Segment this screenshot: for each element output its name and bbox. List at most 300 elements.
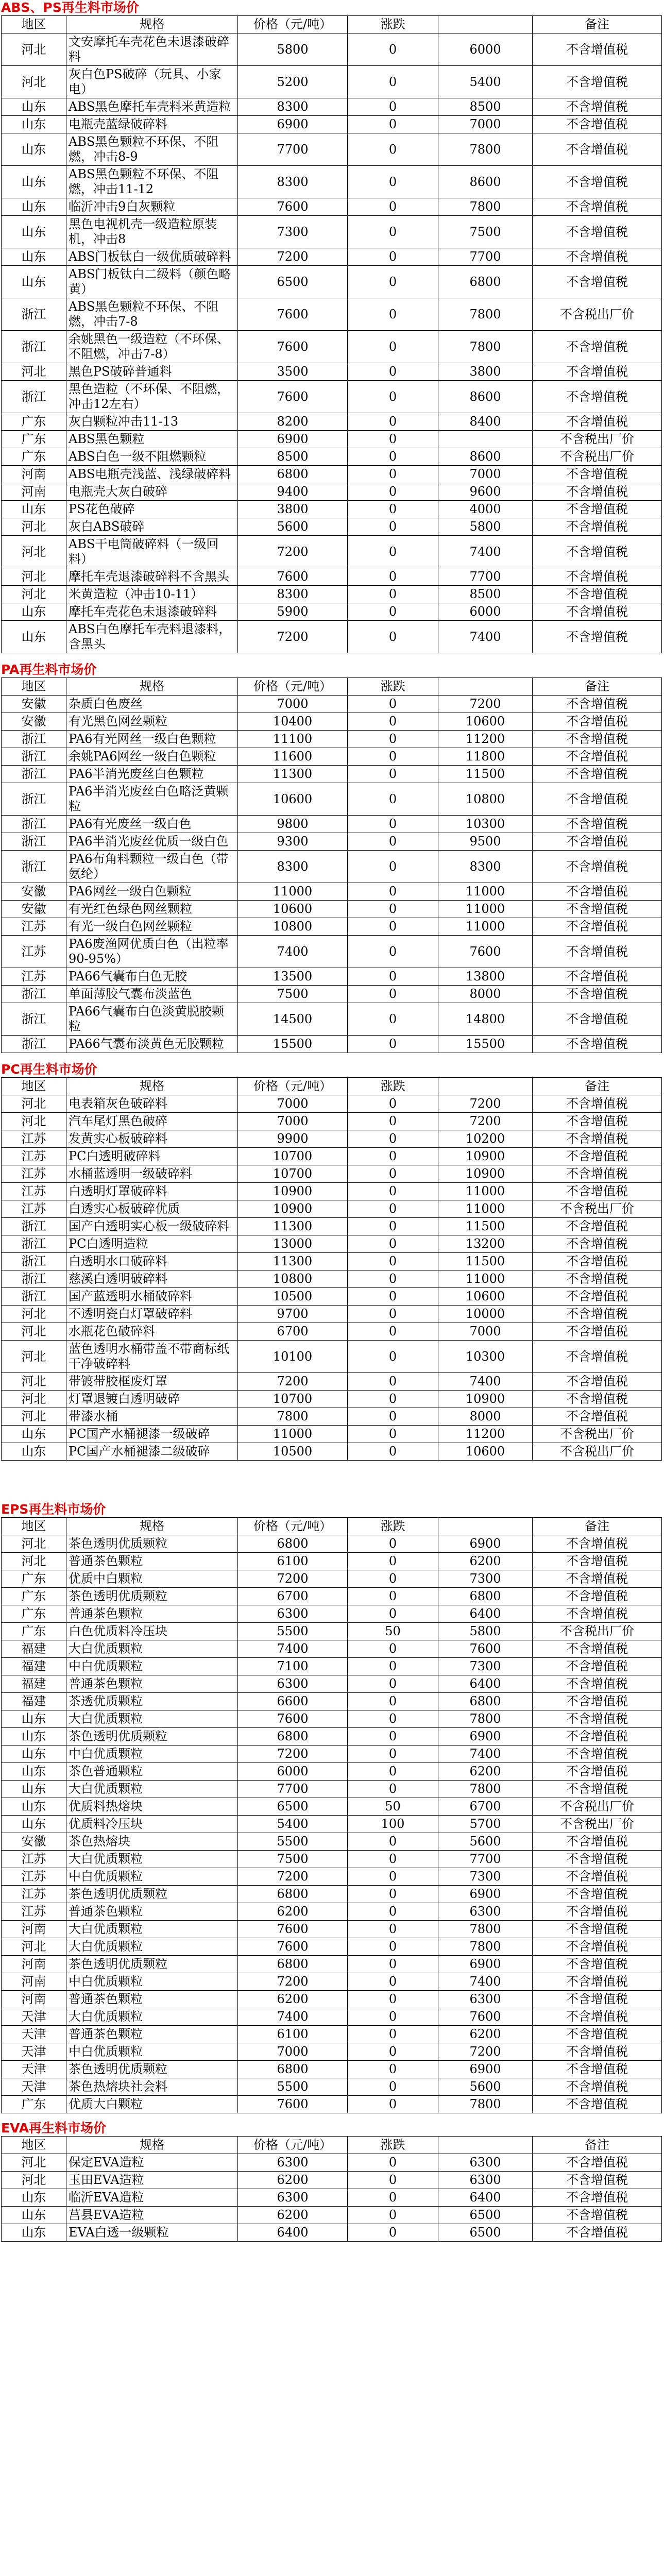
table-cell: 7700 xyxy=(238,1781,348,1798)
table-cell: 河北 xyxy=(2,363,66,381)
column-header: 涨跌 xyxy=(348,16,438,33)
table-cell: 7800 xyxy=(438,1781,533,1798)
table-row xyxy=(2,1003,662,1036)
column-header: 备注 xyxy=(533,1518,662,1535)
table-cell: 茶色透明优质颗粒 xyxy=(66,1535,238,1553)
table-cell: 河北 xyxy=(2,1391,66,1408)
table-row xyxy=(2,1253,662,1270)
column-header: 规格 xyxy=(66,2137,238,2154)
table-cell: 江苏 xyxy=(2,1886,66,1903)
table-cell: 优质大白颗粒 xyxy=(66,2096,238,2113)
table-cell: 6300 xyxy=(438,1903,533,1921)
table-cell: 0 xyxy=(348,766,438,783)
table-cell: 0 xyxy=(348,1781,438,1798)
table-cell: 6800 xyxy=(238,1728,348,1745)
table-cell: 7800 xyxy=(438,1710,533,1728)
table-cell: 浙江 xyxy=(2,1003,66,1036)
table-row xyxy=(2,1036,662,1053)
table-row xyxy=(2,363,662,381)
table-cell: 0 xyxy=(348,1570,438,1588)
table-cell: 5200 xyxy=(238,66,348,98)
table-cell: ABS电瓶壳浅蓝、浅绿破碎料 xyxy=(66,466,238,483)
table-cell: 电表箱灰色破碎料 xyxy=(66,1095,238,1113)
table-cell: 河北 xyxy=(2,1113,66,1130)
table-cell: 河北 xyxy=(2,2154,66,2172)
table-cell: 6000 xyxy=(438,603,533,621)
table-cell: 优质料冷压块 xyxy=(66,1816,238,1833)
table-cell: 11000 xyxy=(238,1426,348,1443)
table-cell: 13200 xyxy=(438,1235,533,1253)
table-cell: 不含增值税 xyxy=(533,1288,662,1306)
table-cell: ABS黑色颗粒不环保、不阻燃，冲击7-8 xyxy=(66,298,238,331)
table-cell: 摩托车壳花色未退漆破碎料 xyxy=(66,603,238,621)
table-cell: 8400 xyxy=(438,413,533,431)
table-cell: 0 xyxy=(348,518,438,536)
table-cell: 8500 xyxy=(438,586,533,603)
table-cell: 0 xyxy=(348,1763,438,1781)
table-cell: 不含增值税 xyxy=(533,116,662,133)
table-row xyxy=(2,1781,662,1798)
table-cell: 山东 xyxy=(2,1426,66,1443)
table-cell: 广东 xyxy=(2,1570,66,1588)
table-cell: 安徽 xyxy=(2,1833,66,1851)
table-cell: 0 xyxy=(348,1658,438,1675)
column-header: 规格 xyxy=(66,16,238,33)
table-cell: 5500 xyxy=(238,1833,348,1851)
table-cell: 白色优质料冷压块 xyxy=(66,1623,238,1640)
table-cell: 不含增值税 xyxy=(533,98,662,116)
table-cell: 14800 xyxy=(438,1003,533,1036)
table-cell: 江苏 xyxy=(2,1903,66,1921)
table-cell: 不含增值税 xyxy=(533,731,662,748)
table-cell: 白透明水口破碎料 xyxy=(66,1253,238,1270)
table-cell: 江苏 xyxy=(2,1868,66,1886)
table-cell: 6800 xyxy=(238,2061,348,2078)
table-cell: 5500 xyxy=(238,1623,348,1640)
table-cell: 天津 xyxy=(2,2043,66,2061)
table-cell: 中白优质颗粒 xyxy=(66,2043,238,2061)
table-cell: 山东 xyxy=(2,198,66,216)
table-cell: 江苏 xyxy=(2,968,66,986)
table-row xyxy=(2,2043,662,2061)
price-section-pc xyxy=(0,1062,664,1461)
table-cell: 10200 xyxy=(438,1130,533,1148)
table-cell: 7000 xyxy=(438,116,533,133)
table-row xyxy=(2,1921,662,1938)
table-cell: 不含增值税 xyxy=(533,413,662,431)
table-cell: PC白透明造粒 xyxy=(66,1235,238,1253)
table-cell: 6700 xyxy=(238,1323,348,1341)
table-cell: 3800 xyxy=(438,363,533,381)
table-cell: 山东 xyxy=(2,2189,66,2207)
table-cell: ABS门板钛白一级优质破碎料 xyxy=(66,248,238,266)
table-cell: 不含增值税 xyxy=(533,1570,662,1588)
table-cell: ABS门板钛白二级料（颜色略黄） xyxy=(66,266,238,298)
table-cell: 7800 xyxy=(438,2096,533,2113)
table-cell: 13800 xyxy=(438,968,533,986)
table-cell: 河北 xyxy=(2,1323,66,1341)
table-cell: 0 xyxy=(348,883,438,901)
table-cell: 5900 xyxy=(238,603,348,621)
table-cell: 大白优质颗粒 xyxy=(66,1710,238,1728)
table-cell: 不含增值税 xyxy=(533,1270,662,1288)
table-row xyxy=(2,1373,662,1391)
table-cell: 有光一级白色网丝颗粒 xyxy=(66,918,238,936)
table-cell: 茶色透明优质颗粒 xyxy=(66,1956,238,1973)
table-cell: 不含增值税 xyxy=(533,466,662,483)
table-cell: 7700 xyxy=(438,568,533,586)
table-cell: 7600 xyxy=(238,1938,348,1956)
table-cell: 6400 xyxy=(438,2189,533,2207)
table-cell: 国产蓝透明水桶破碎料 xyxy=(66,1288,238,1306)
table-cell: 11300 xyxy=(238,766,348,783)
table-cell: 保定EVA造粒 xyxy=(66,2154,238,2172)
table-row xyxy=(2,2154,662,2172)
table-cell: ABS干电筒破碎料（一级回料） xyxy=(66,536,238,568)
table-cell: 0 xyxy=(348,216,438,248)
table-cell: 0 xyxy=(348,621,438,653)
table-cell: 浙江 xyxy=(2,783,66,816)
table-cell: 浙江 xyxy=(2,851,66,883)
table-cell: 10300 xyxy=(438,1341,533,1373)
table-cell: 0 xyxy=(348,1851,438,1868)
table-cell: 5500 xyxy=(238,2078,348,2096)
table-cell: PA6网丝一级白色颗粒 xyxy=(66,883,238,901)
table-cell: 0 xyxy=(348,1288,438,1306)
table-cell: 10900 xyxy=(438,1148,533,1165)
table-cell: 10800 xyxy=(238,1270,348,1288)
table-cell: 发黄实心板破碎料 xyxy=(66,1130,238,1148)
table-cell: 10700 xyxy=(238,1391,348,1408)
table-cell: 不含增值税 xyxy=(533,1148,662,1165)
table-cell: 广东 xyxy=(2,431,66,448)
table-row xyxy=(2,1183,662,1200)
table-cell: 6900 xyxy=(438,1886,533,1903)
table-cell: 茶色透明优质颗粒 xyxy=(66,2061,238,2078)
table-row xyxy=(2,936,662,968)
table-cell: 不含税出厂价 xyxy=(533,1426,662,1443)
table-cell: 8500 xyxy=(238,448,348,466)
table-cell: 6900 xyxy=(438,1535,533,1553)
table-row xyxy=(2,413,662,431)
table-cell: 山东 xyxy=(2,1443,66,1461)
table-cell: 广东 xyxy=(2,2096,66,2113)
table-cell: 山东 xyxy=(2,1745,66,1763)
column-header: 涨跌 xyxy=(348,1078,438,1095)
table-cell: 广东 xyxy=(2,1623,66,1640)
table-row xyxy=(2,1095,662,1113)
table-cell: 7400 xyxy=(238,2008,348,2026)
table-row xyxy=(2,603,662,621)
table-cell: 大白优质颗粒 xyxy=(66,1781,238,1798)
table-cell: 山东 xyxy=(2,501,66,518)
table-cell: 9600 xyxy=(438,483,533,501)
table-cell: 10900 xyxy=(438,1391,533,1408)
table-row xyxy=(2,2172,662,2189)
table-cell: 6300 xyxy=(238,2154,348,2172)
table-cell: 不含增值税 xyxy=(533,1868,662,1886)
table-cell: 普通茶色颗粒 xyxy=(66,2026,238,2043)
table-cell: 13500 xyxy=(238,968,348,986)
column-header: 价格（元/吨） xyxy=(238,2137,348,2154)
table-cell: 不含增值税 xyxy=(533,1973,662,1991)
table-cell: 7000 xyxy=(238,696,348,713)
table-cell: PA66气囊布淡黄色无胶颗粒 xyxy=(66,1036,238,1053)
table-cell: 6300 xyxy=(438,1991,533,2008)
table-cell: 10900 xyxy=(438,1165,533,1183)
table-cell: 7600 xyxy=(238,381,348,413)
table-cell: 7300 xyxy=(238,216,348,248)
table-cell: 0 xyxy=(348,1408,438,1426)
column-header: 地区 xyxy=(2,2137,66,2154)
table-cell: 8200 xyxy=(238,413,348,431)
table-cell: 河北 xyxy=(2,586,66,603)
table-cell: 天津 xyxy=(2,2008,66,2026)
table-row xyxy=(2,1991,662,2008)
table-cell: 0 xyxy=(348,1036,438,1053)
table-cell: 3800 xyxy=(238,501,348,518)
table-cell: 7700 xyxy=(438,248,533,266)
table-cell: PA6有光废丝一级白色 xyxy=(66,816,238,833)
table-cell: 不含增值税 xyxy=(533,833,662,851)
table-cell: 6900 xyxy=(438,1728,533,1745)
table-row xyxy=(2,696,662,713)
table-cell: 山东 xyxy=(2,248,66,266)
table-cell: 6200 xyxy=(438,1763,533,1781)
table-cell: 10500 xyxy=(238,1443,348,1461)
table-cell: 7700 xyxy=(238,133,348,166)
table-cell: 0 xyxy=(348,2026,438,2043)
table-cell: 8300 xyxy=(238,98,348,116)
column-header: 备注 xyxy=(533,2137,662,2154)
table-cell: 天津 xyxy=(2,2061,66,2078)
table-cell: 河南 xyxy=(2,1921,66,1938)
table-row xyxy=(2,216,662,248)
table-cell: 大白优质颗粒 xyxy=(66,2008,238,2026)
table-row xyxy=(2,1391,662,1408)
table-cell: 7800 xyxy=(438,298,533,331)
table-cell: 10600 xyxy=(438,713,533,731)
table-cell: 不含增值税 xyxy=(533,266,662,298)
table-cell: 10600 xyxy=(438,1443,533,1461)
table-cell: 7200 xyxy=(238,1570,348,1588)
table-cell: 山东 xyxy=(2,1763,66,1781)
table-cell: 0 xyxy=(348,2078,438,2096)
table-cell: 10700 xyxy=(238,1165,348,1183)
table-cell: 电瓶壳蓝绿破碎料 xyxy=(66,116,238,133)
table-cell: 白透实心板破碎优质 xyxy=(66,1200,238,1218)
table-cell: EVA白透一级颗粒 xyxy=(66,2224,238,2242)
table-cell: 河北 xyxy=(2,66,66,98)
table-row xyxy=(2,1553,662,1570)
table-cell: 茶色透明优质颗粒 xyxy=(66,1886,238,1903)
table-row xyxy=(2,536,662,568)
table-cell: 0 xyxy=(348,1745,438,1763)
table-cell: PC白透明破碎料 xyxy=(66,1148,238,1165)
table-cell: 0 xyxy=(348,1903,438,1921)
table-cell: 安徽 xyxy=(2,883,66,901)
table-cell: 河北 xyxy=(2,1341,66,1373)
table-row xyxy=(2,1218,662,1235)
table-row xyxy=(2,816,662,833)
table-cell: 11500 xyxy=(438,766,533,783)
table-row xyxy=(2,1341,662,1373)
table-cell: 不含增值税 xyxy=(533,783,662,816)
table-cell: 11500 xyxy=(438,1253,533,1270)
table-cell: 不含增值税 xyxy=(533,1183,662,1200)
table-cell: 0 xyxy=(348,448,438,466)
table-row xyxy=(2,431,662,448)
table-cell: PS花色破碎 xyxy=(66,501,238,518)
table-cell: 6600 xyxy=(238,1693,348,1710)
table-cell: 0 xyxy=(348,816,438,833)
table-cell: 7200 xyxy=(238,1373,348,1391)
table-cell: 6300 xyxy=(238,2189,348,2207)
table-cell: 山东 xyxy=(2,133,66,166)
table-cell: 不含增值税 xyxy=(533,2096,662,2113)
header-row xyxy=(2,2137,662,2154)
table-row xyxy=(2,1426,662,1443)
table-cell: 不含增值税 xyxy=(533,2189,662,2207)
table-cell: 杂质白色废丝 xyxy=(66,696,238,713)
table-cell: 浙江 xyxy=(2,1253,66,1270)
table-cell: 5800 xyxy=(438,518,533,536)
table-cell: 普通茶色颗粒 xyxy=(66,1675,238,1693)
table-cell: 6000 xyxy=(438,33,533,66)
table-cell: 国产白透明实心板一级破碎料 xyxy=(66,1218,238,1235)
table-cell: 不含增值税 xyxy=(533,883,662,901)
column-header: 价格（元/吨） xyxy=(238,1518,348,1535)
table-cell: 文安摩托车壳花色未退漆破碎料 xyxy=(66,33,238,66)
table-cell: 0 xyxy=(348,1113,438,1130)
table-row xyxy=(2,833,662,851)
table-cell: 10900 xyxy=(238,1183,348,1200)
price-table xyxy=(1,15,662,653)
table-cell: 6200 xyxy=(238,1903,348,1921)
table-cell: 不含增值税 xyxy=(533,1675,662,1693)
column-header xyxy=(438,2137,533,2154)
table-cell: 0 xyxy=(348,1148,438,1165)
table-cell: 10600 xyxy=(238,783,348,816)
table-cell: 6400 xyxy=(238,2224,348,2242)
table-row xyxy=(2,1588,662,1605)
table-cell: 不含增值税 xyxy=(533,1588,662,1605)
price-table xyxy=(1,1077,662,1461)
table-cell: 0 xyxy=(348,413,438,431)
table-cell: 0 xyxy=(348,466,438,483)
table-cell: 7800 xyxy=(438,198,533,216)
table-cell: 莒县EVA造粒 xyxy=(66,2207,238,2224)
table-row xyxy=(2,1886,662,1903)
table-row xyxy=(2,501,662,518)
column-header xyxy=(438,678,533,696)
table-row xyxy=(2,1623,662,1640)
column-header xyxy=(438,1518,533,1535)
table-cell: 山东 xyxy=(2,98,66,116)
table-cell: 0 xyxy=(348,1130,438,1148)
table-cell: 不含增值税 xyxy=(533,586,662,603)
table-row xyxy=(2,2224,662,2242)
table-cell: 6800 xyxy=(438,1693,533,1710)
table-cell: 河北 xyxy=(2,536,66,568)
table-row xyxy=(2,1763,662,1781)
table-cell: 8000 xyxy=(438,1408,533,1426)
table-cell: 临沂EVA造粒 xyxy=(66,2189,238,2207)
table-cell: 10500 xyxy=(238,1288,348,1306)
table-cell: 福建 xyxy=(2,1658,66,1675)
table-cell: 不含增值税 xyxy=(533,1833,662,1851)
table-cell: 慈溪白透明破碎料 xyxy=(66,1270,238,1288)
table-cell: 江苏 xyxy=(2,1165,66,1183)
table-row xyxy=(2,1675,662,1693)
table-cell: 灰白颗粒冲击11-13 xyxy=(66,413,238,431)
table-cell: 灰白ABS破碎 xyxy=(66,518,238,536)
table-cell: 河北 xyxy=(2,568,66,586)
column-header xyxy=(438,16,533,33)
table-cell: 白透明灯罩破碎料 xyxy=(66,1183,238,1200)
table-cell: 山东 xyxy=(2,2224,66,2242)
table-row xyxy=(2,248,662,266)
table-row xyxy=(2,748,662,766)
table-cell: 10000 xyxy=(438,1306,533,1323)
table-cell: 7400 xyxy=(238,1640,348,1658)
column-header: 备注 xyxy=(533,678,662,696)
table-cell: 5600 xyxy=(438,2078,533,2096)
table-cell: 不含增值税 xyxy=(533,66,662,98)
table-cell xyxy=(438,431,533,448)
table-cell: 0 xyxy=(348,1218,438,1235)
table-cell: 不含税出厂价 xyxy=(533,1623,662,1640)
table-cell: PA6半消光废丝白色略泛黄颗粒 xyxy=(66,783,238,816)
table-cell: 11000 xyxy=(438,918,533,936)
table-cell: 7300 xyxy=(438,1570,533,1588)
table-cell: 山东 xyxy=(2,116,66,133)
table-cell: 河北 xyxy=(2,1306,66,1323)
table-row xyxy=(2,133,662,166)
table-cell: 0 xyxy=(348,66,438,98)
table-row xyxy=(2,568,662,586)
column-header: 规格 xyxy=(66,1078,238,1095)
table-cell: 优质料热熔块 xyxy=(66,1798,238,1816)
price-table xyxy=(1,2136,662,2242)
table-row xyxy=(2,883,662,901)
table-cell: 10800 xyxy=(438,783,533,816)
table-cell: 不含增值税 xyxy=(533,1921,662,1938)
table-cell: 0 xyxy=(348,901,438,918)
table-cell: 不含增值税 xyxy=(533,1658,662,1675)
table-cell: 茶透优质颗粒 xyxy=(66,1693,238,1710)
table-cell: 0 xyxy=(348,968,438,986)
table-cell: 不含增值税 xyxy=(533,2043,662,2061)
table-cell: 7000 xyxy=(238,1095,348,1113)
table-cell: 普通茶色颗粒 xyxy=(66,1553,238,1570)
table-cell: 0 xyxy=(348,731,438,748)
table-row xyxy=(2,298,662,331)
table-cell: 6300 xyxy=(438,2154,533,2172)
table-cell: 不含增值税 xyxy=(533,2224,662,2242)
table-cell: 3500 xyxy=(238,363,348,381)
table-cell: 0 xyxy=(348,986,438,1003)
table-cell: 6800 xyxy=(238,1956,348,1973)
table-cell: 山东 xyxy=(2,166,66,198)
table-cell: 0 xyxy=(348,713,438,731)
table-cell: 0 xyxy=(348,1426,438,1443)
table-cell: 不含增值税 xyxy=(533,216,662,248)
table-row xyxy=(2,1570,662,1588)
table-row xyxy=(2,1306,662,1323)
table-cell: PA66气囊布白色淡黄脱胶颗粒 xyxy=(66,1003,238,1036)
table-cell: 7000 xyxy=(238,2043,348,2061)
